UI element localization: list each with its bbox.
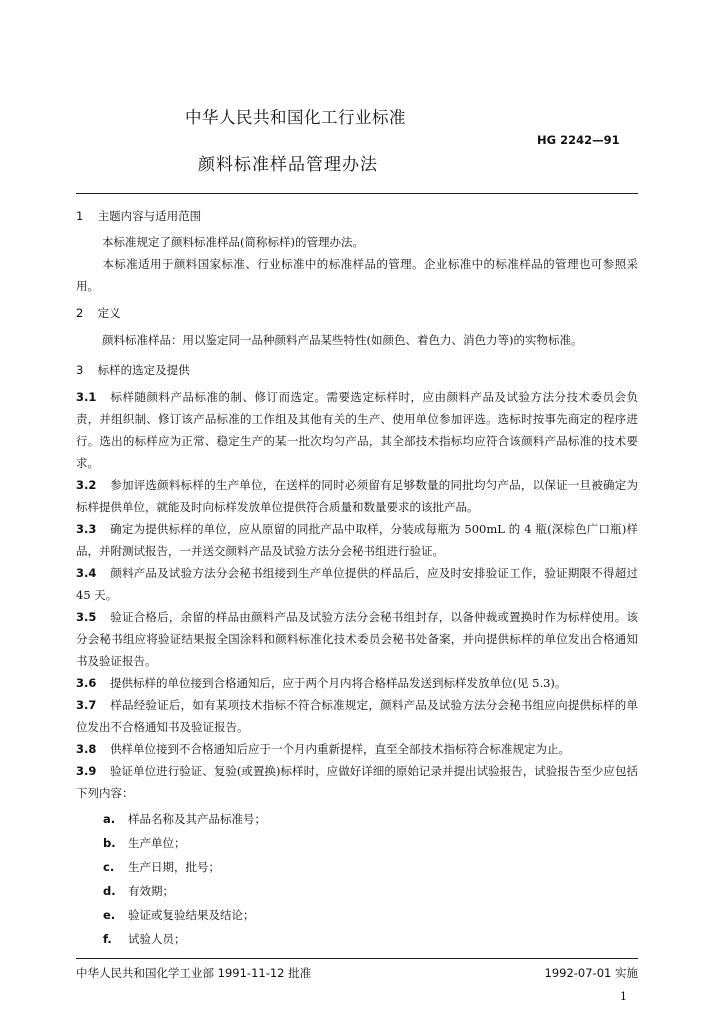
- clause-3-1: 3.1 标样随颜料产品标准的制、修订而选定。需要选定标样时，应由颜料产品及试验方法分技术委员会负责，并组织制、修订该产品标准的工作组及其他有关的生产、使用单位参加评选。选标时按事先商定的程序进行。选出的标样应为正常、稳定生产的某一批次均匀产品，其全部技术指标均应符合该颜料产品标准的技术要求。: [76, 390, 638, 470]
- section-title: 标样的选定及提供: [97, 363, 190, 377]
- section-title: 定义: [97, 306, 121, 320]
- section-1-heading: [76, 208, 201, 224]
- approval-line: 中华人民共和国化学工业部 1991-11-12 批准: [76, 966, 312, 980]
- clause-3-9: 3.9 验证单位进行验证、复验(或置换)标样时，应做好详细的原始记录并提出试验报告，试验报告至少应包括下列内容：: [76, 764, 638, 800]
- standard-number: HG 2242—91: [537, 133, 620, 147]
- clause-3-4: 3.4 颜料产品及试验方法分会秘书组接到生产单位提供的样品后，应及时安排验证工作，验证期限不得超过 45 天。: [76, 566, 638, 602]
- clause-3-8: 3.8 供样单位接到不合格通知后应于一个月内重新提样，直至全部技术指标符合标准规定为止。: [76, 742, 570, 756]
- clause-3-3: 3.3 确定为提供标样的单位，应从原留的同批产品中取样，分装成每瓶为 500mL 的 4 瓶(深棕色广口瓶)样品，并附测试报告，一并送交颜料产品及试验方法分会秘书组进行验证。: [76, 522, 638, 558]
- clause-3-5: 3.5 验证合格后，余留的样品由颜料产品及试验方法分会秘书组封存，以备仲裁或置换时作为标样使用。该分会秘书组应将验证结果报全国涂料和颜料标准化技术委员会秘书处备案，并向提供标样的单位发出合格通知书及验证报告。: [76, 610, 638, 668]
- section-title: 主题内容与适用范围: [97, 209, 202, 223]
- list-item-e: e. 验证或复验结果及结论；: [103, 908, 255, 922]
- document-title: 颜料标准样品管理办法: [198, 155, 378, 175]
- clause-3-7: 3.7 样品经验证后，如有某项技术指标不符合标准规定，颜料产品及试验方法分会秘书组应向提供标样的单位发出不合格通知书及验证报告。: [76, 698, 638, 734]
- footer-divider: [76, 958, 638, 959]
- implementation-date: 1992-07-01 实施: [544, 966, 638, 980]
- list-item-b: b. 生产单位；: [103, 836, 186, 850]
- page-number: 1: [620, 990, 627, 1003]
- paragraph-1-1: 本标准规定了颜料标准样品(简称标样)的管理办法。: [102, 235, 364, 249]
- section-2-heading: [76, 305, 121, 321]
- paragraph-1-2: 本标准适用于颜料国家标准、行业标准中的标准样品的管理。企业标准中的标准样品的管理也可参照采用。: [76, 257, 638, 293]
- section-number: 3: [76, 363, 84, 377]
- issuing-body-title: 中华人民共和国化工行业标准: [185, 108, 406, 127]
- section-number: 1: [76, 209, 84, 223]
- paragraph-2-1: 颜料标准样品：用以鉴定同一品种颜料产品某些特性(如颜色、着色力、消色力等)的实物标准。: [102, 333, 583, 347]
- clause-3-2: 3.2 参加评选颜料标样的生产单位，在送样的同时必须留有足够数量的同批均匀产品，以保证一旦被确定为标样提供单位，就能及时向标样发放单位提供符合质量和数量要求的该批产品。: [76, 478, 638, 514]
- section-3-heading: [76, 362, 190, 378]
- list-item-a: a. 样品名称及其产品标准号；: [103, 812, 266, 826]
- list-item-c: c. 生产日期，批号；: [103, 860, 220, 874]
- section-number: 2: [76, 306, 84, 320]
- header-divider: [76, 193, 638, 194]
- list-item-d: d. 有效期；: [103, 884, 174, 898]
- list-item-f: f. 试验人员；: [103, 932, 186, 946]
- clause-3-6: 3.6 提供标样的单位接到合格通知后，应于两个月内将合格样品发送到标样发放单位(见 5.3)。: [76, 676, 567, 690]
